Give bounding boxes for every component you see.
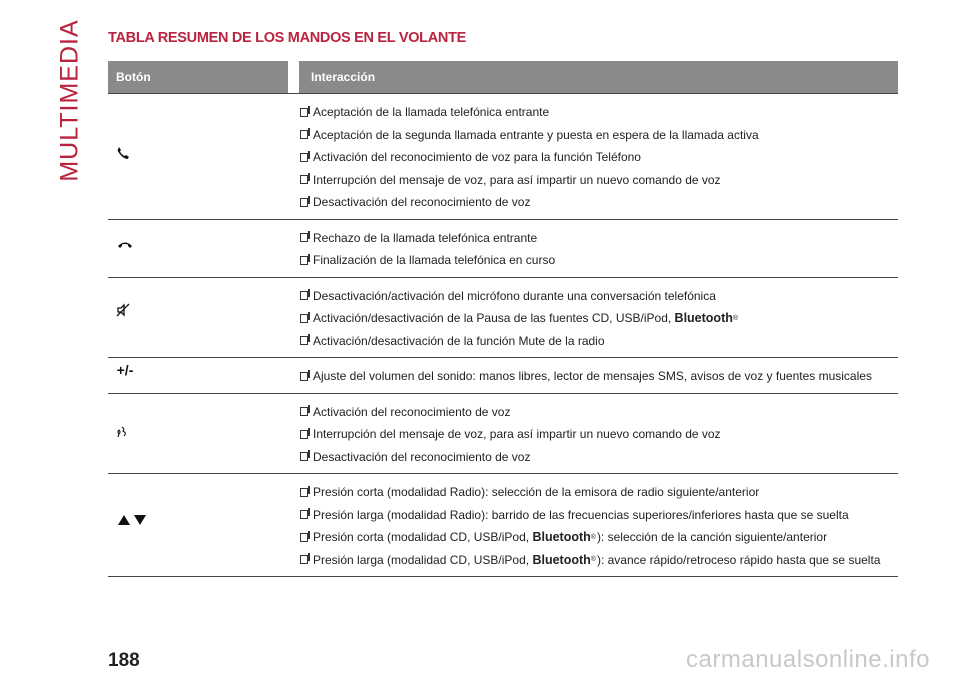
list-item: Desactivación del reconocimiento de voz xyxy=(300,191,898,214)
list-item: Presión corta (modalidad Radio): selección de la emisora de radio siguiente/anterior xyxy=(300,481,898,504)
table-row xyxy=(108,474,898,577)
list-item: Activación del reconocimiento de voz para la función Teléfono xyxy=(300,146,898,169)
checkbox-bullet-icon xyxy=(300,314,308,323)
bluetooth-brand: Bluetooth xyxy=(532,552,591,567)
checkbox-bullet-icon xyxy=(300,198,308,207)
button-cell xyxy=(108,474,300,576)
checkbox-bullet-icon xyxy=(300,452,308,461)
header-separator xyxy=(288,61,299,93)
list-item: Aceptación de la llamada telefónica entrante xyxy=(300,101,898,124)
interaction-cell xyxy=(300,94,898,219)
checkbox-bullet-icon xyxy=(300,407,308,416)
list-item: Rechazo de la llamada telefónica entrante xyxy=(300,227,898,250)
header-interaction: Interacción xyxy=(311,70,376,84)
checkbox-bullet-icon xyxy=(300,291,308,300)
voice-command-icon xyxy=(108,424,138,441)
interaction-cell xyxy=(300,220,898,277)
section-label-text: MULTIMEDIA xyxy=(55,18,84,182)
list-item: Finalización de la llamada telefónica en curso xyxy=(300,249,898,272)
button-cell xyxy=(108,394,300,474)
list-item: Desactivación del reconocimiento de voz xyxy=(300,446,898,469)
checkbox-bullet-icon xyxy=(300,130,308,139)
list-item: Aceptación de la segunda llamada entrante y puesta en espera de la llamada activa xyxy=(300,124,898,147)
list-item: Interrupción del mensaje de voz, para así impartir un nuevo comando de voz xyxy=(300,169,898,192)
button-cell xyxy=(108,220,300,277)
list-item: Ajuste del volumen del sonido: manos libres, lector de mensajes SMS, avisos de voz y fuentes musicales xyxy=(300,365,898,388)
checkbox-bullet-icon xyxy=(300,510,308,519)
registered-mark: ® xyxy=(732,314,739,322)
table-row xyxy=(108,93,898,220)
list-item: Activación/desactivación de la función Mute de la radio xyxy=(300,330,898,353)
list-item: Interrupción del mensaje de voz, para así impartir un nuevo comando de voz xyxy=(300,423,898,446)
table-row xyxy=(108,394,898,475)
table-row xyxy=(108,278,898,359)
page-number: 188 xyxy=(108,650,140,671)
list-item: Presión corta (modalidad CD, USB/iPod, Bluetooth ® ): selección de la canción siguiente/anterior xyxy=(300,526,898,549)
checkbox-bullet-icon xyxy=(300,555,308,564)
mute-icon xyxy=(108,303,138,320)
watermark: carmanualsonline.info xyxy=(686,646,930,673)
section-side-label xyxy=(52,18,88,182)
checkbox-bullet-icon xyxy=(300,336,308,345)
interaction-cell xyxy=(300,358,898,393)
interaction-cell xyxy=(300,278,898,358)
phone-hangup-icon xyxy=(110,238,140,253)
interaction-cell xyxy=(300,394,898,474)
button-cell xyxy=(108,358,300,393)
checkbox-bullet-icon xyxy=(300,533,308,542)
bluetooth-brand: Bluetooth xyxy=(532,530,591,545)
list-item: Activación del reconocimiento de voz xyxy=(300,401,898,424)
list-item: Presión larga (modalidad CD, USB/iPod, Bluetooth ® ): avance rápido/retroceso rápido hasta que se suelta xyxy=(300,549,898,572)
checkbox-bullet-icon xyxy=(300,153,308,162)
checkbox-bullet-icon xyxy=(300,256,308,265)
checkbox-bullet-icon xyxy=(300,233,308,242)
button-cell xyxy=(108,94,300,219)
checkbox-bullet-icon xyxy=(300,108,308,117)
checkbox-bullet-icon xyxy=(300,430,308,439)
checkbox-bullet-icon xyxy=(300,372,308,381)
table-row xyxy=(108,358,898,394)
table-row xyxy=(108,220,898,278)
list-item: Activación/desactivación de la Pausa de las fuentes CD, USB/iPod, Bluetooth ® xyxy=(300,307,898,330)
header-button: Botón xyxy=(116,70,151,84)
button-cell xyxy=(108,278,300,358)
checkbox-bullet-icon xyxy=(300,488,308,497)
list-item: Presión larga (modalidad Radio): barrido de las frecuencias superiores/inferiores hasta que se suelta xyxy=(300,504,898,527)
checkbox-bullet-icon xyxy=(300,175,308,184)
bluetooth-brand: Bluetooth xyxy=(674,311,733,326)
controls-table xyxy=(108,61,898,577)
list-item: Desactivación/activación del micrófono durante una conversación telefónica xyxy=(300,285,898,308)
up-down-arrows-icon xyxy=(114,514,150,529)
table-header xyxy=(108,61,898,93)
interaction-cell xyxy=(300,474,898,576)
volume-icon: +/- xyxy=(116,362,134,378)
page-title: TABLA RESUMEN DE LOS MANDOS EN EL VOLANTE xyxy=(108,30,467,46)
registered-mark: ® xyxy=(590,533,596,541)
phone-accept-icon xyxy=(108,146,138,163)
registered-mark: ® xyxy=(590,556,596,564)
